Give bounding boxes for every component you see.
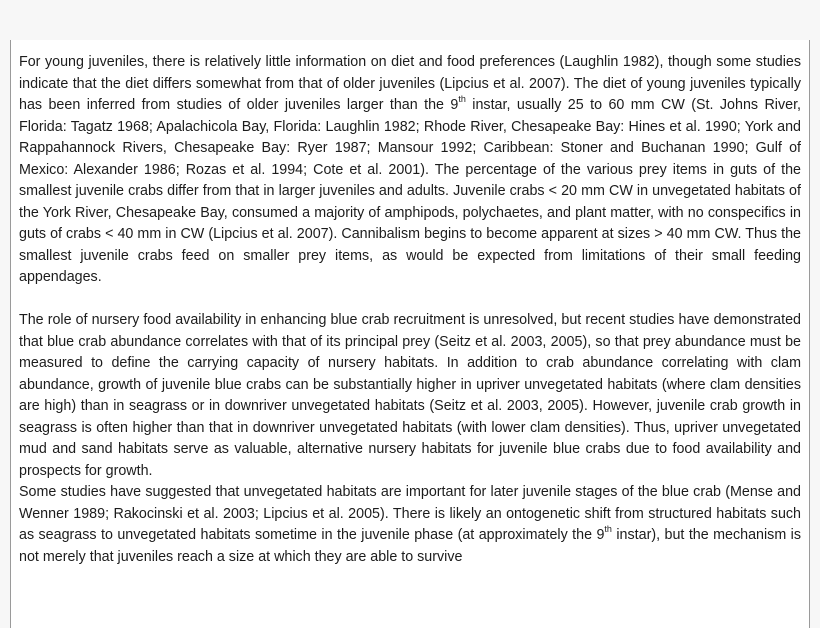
superscript: th xyxy=(604,524,612,535)
text-run: Some studies have suggested that unvegetated habitats are important for later juvenile stages of the blue crab (Mense and Wenner 1989; Rakocinski et al. 2003; Lipcius et al. 2005). There is likely an ontogenetic shift from structured habitats such as seagrass to unvegetated habitats sometime in the juvenile phase (at approximately the 9 xyxy=(19,484,801,543)
paragraph-unvegetated-habitats xyxy=(19,482,801,568)
superscript: th xyxy=(458,94,466,105)
document-page xyxy=(10,40,810,628)
text-run: instar), but the mechanism is not merely that juveniles reach a size at which they are able to survive xyxy=(19,527,801,565)
text-run: The role of nursery food availability in enhancing blue crab recruitment is unresolved, but recent studies have demonstrated that blue crab abundance correlates with that of its principal prey (Seitz et al. 2003, 2005), so that prey abundance must be measured to define the carrying capacity of nursery habitats. In addition to crab abundance correlating with clam abundance, growth of juvenile blue crabs can be substantially higher in upriver unvegetated habitats (where clam densities are high) than in seagrass or in downriver unvegetated habitats (Seitz et al. 2003, 2005). However, juvenile crab growth in seagrass is often higher than that in downriver unvegetated habitats (with lower clam densities). Thus, upriver unvegetated mud and sand habitats serve as valuable, alternative nursery habitats for juvenile blue crabs due to food availability and prospects for growth. xyxy=(19,312,801,479)
document-body xyxy=(19,52,801,568)
paragraph-diet-young-juveniles xyxy=(19,52,801,289)
paragraph-nursery-food xyxy=(19,310,801,482)
text-run: instar, usually 25 to 60 mm CW (St. Johns River, Florida: Tagatz 1968; Apalachicola Bay, Florida: Laughlin 1982; Rhode River, Chesapeake Bay: Hines et al. 1990; York and Rappahannock Rivers, Chesapeake Bay: Ryer 1987; Mansour 1992; Caribbean: Stoner and Buchanan 1990; Gulf of Mexico: Alexander 1986; Rozas et al. 1994; Cote et al. 2001). The percentage of the various prey items in guts of the smallest juvenile crabs differ from that in larger juveniles and adults. Juvenile crabs < 20 mm CW in unvegetated habitats of the York River, Chesapeake Bay, consumed a majority of amphipods, polychaetes, and plant matter, with no conspecifics in guts of crabs < 40 mm in CW (Lipcius et al. 2007). Cannibalism begins to become apparent at sizes > 40 mm CW. Thus the smallest juvenile crabs feed on smaller prey items, as would be expected from limitations of their small feeding appendages. xyxy=(19,97,802,285)
text-run: For young juveniles, there is relatively little information on diet and food preferences (Laughlin 1982), though some studies indicate that the diet differs somewhat from that of older juveniles (Lipcius et al. 2007). The diet of young juveniles typically has been inferred from studies of older juveniles larger than the 9 xyxy=(19,54,801,113)
